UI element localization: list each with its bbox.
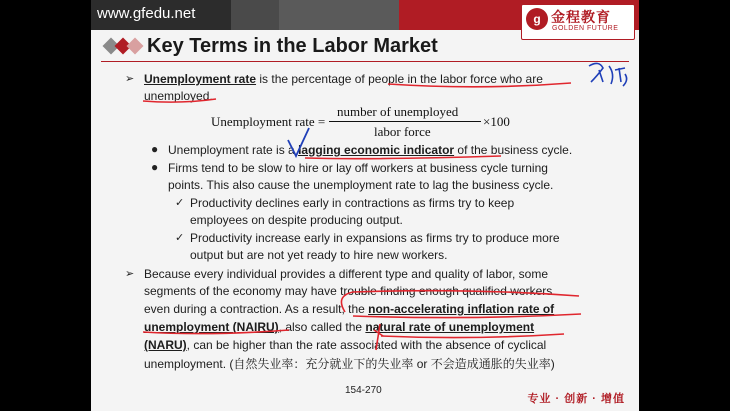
pen-slash-mark: [374, 324, 383, 350]
logo-text-cn: 金程教育: [551, 9, 611, 25]
definition-phrase: people in the labor force who are: [368, 72, 543, 86]
nairu-text: , also called the: [278, 320, 366, 334]
presentation-slide: [91, 0, 639, 411]
pen-handwriting: [589, 63, 627, 86]
bullet-firms-line1: Firms tend to be slow to hire or lay off workers at business cycle turning: [168, 161, 548, 175]
term-lagging-indicator: lagging economic indicator: [298, 143, 455, 157]
footer-slogan: 专业 · 创新 · 增值: [527, 393, 625, 405]
arrow-bullet-icon: ➢: [125, 268, 135, 280]
pen-underline-definition: [388, 83, 571, 87]
dot-bullet-icon: ●: [151, 142, 159, 156]
definition-text: is the percentage of: [256, 72, 369, 86]
arrow-bullet-icon: ➢: [125, 73, 135, 85]
pen-annotations: [91, 0, 639, 411]
bullet-text: Unemployment rate is a: [168, 143, 299, 157]
term-unemployment-rate: Unemployment rate: [144, 72, 257, 86]
pen-underline-nairu: [353, 314, 581, 318]
logo-text-en: GOLDEN FUTURE: [552, 25, 619, 32]
term-nairu-start: non-accelerating inflation rate of: [368, 302, 555, 316]
pen-underline-term: [143, 99, 216, 102]
term-natural-rate: natural rate of unemployment: [365, 320, 535, 334]
checkmark-icon: ✓: [175, 232, 185, 244]
nairu-text: , can be higher than the rate associated with the absence of cyclical: [186, 338, 547, 352]
check-productivity-increase-line2: output but are not yet ready to hire new workers.: [190, 248, 448, 262]
bullet-firms-line2: points. This also cause the unemployment rate to lag the business cycle.: [168, 178, 554, 192]
check-productivity-decline-line1: Productivity declines early in contractions as firms try to keep: [190, 196, 515, 210]
dot-bullet-icon: ●: [151, 160, 159, 174]
formula-multiplier: ×100: [483, 114, 510, 129]
formula-lhs: Unemployment rate =: [211, 114, 326, 129]
bullet-text: of the business cycle.: [454, 143, 573, 157]
pen-underline-naru: [143, 330, 289, 334]
nairu-line1: Because every individual provides a different type and quality of labor, some: [144, 267, 549, 281]
site-url[interactable]: www.gfedu.net: [97, 5, 196, 22]
checkmark-icon: ✓: [175, 197, 185, 209]
check-productivity-increase-line1: Productivity increase early in expansions as firms try to produce more: [190, 231, 560, 245]
pen-bracket-nairu: [341, 291, 579, 312]
nairu-text: even during a contraction. As a result, the: [144, 302, 369, 316]
definition-end: unemployed.: [144, 89, 213, 103]
pen-check-mark: [288, 128, 309, 156]
logo-seal-icon: g: [526, 8, 548, 30]
slide-title: Key Terms in the Labor Market: [147, 35, 438, 57]
page-number: 154-270: [345, 385, 382, 396]
pen-underline-lagging: [305, 156, 501, 159]
term-nairu-end: unemployment (NAIRU): [144, 320, 279, 334]
pen-underline-natural: [381, 334, 564, 338]
formula-numerator: number of unemployed: [337, 104, 459, 119]
term-naru: (NARU): [144, 338, 187, 352]
nairu-line2: segments of the economy may have trouble finding enough qualified workers: [144, 284, 553, 298]
nairu-line6: unemployment. (自然失业率：充分就业下的失业率 or 不会造成通胀的失业率): [144, 357, 555, 371]
formula-denominator: labor force: [374, 124, 431, 139]
check-productivity-decline-line2: employees on despite producing output.: [190, 213, 403, 227]
